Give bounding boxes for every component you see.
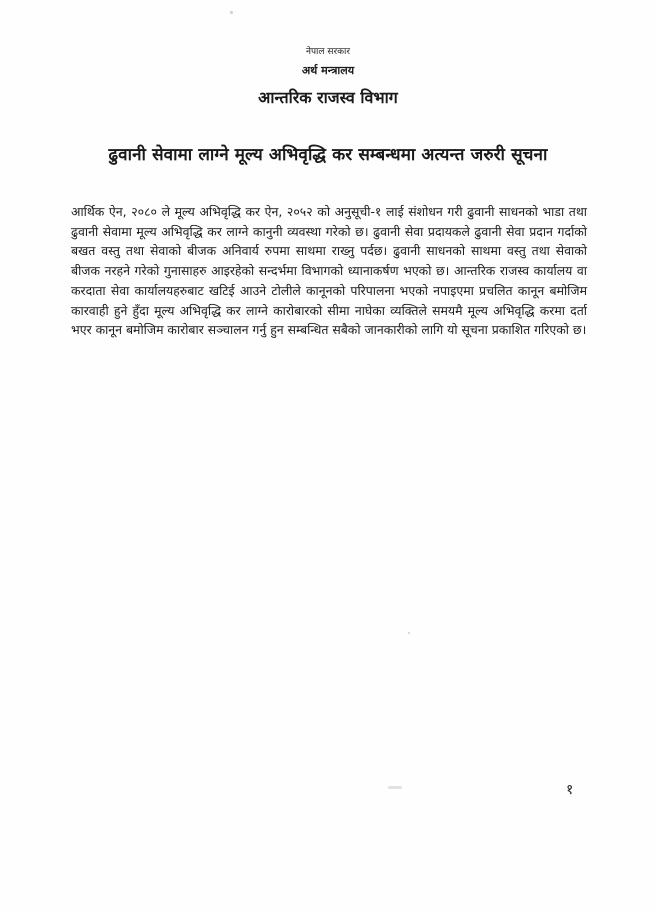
scan-speck [388,786,402,789]
department-name: आन्तरिक राजस्व विभाग [258,88,398,107]
scan-speck [230,11,233,14]
government-name: नेपाल सरकार [305,47,351,57]
ministry-name: अर्थ मन्त्रालय [301,64,355,77]
notice-body: आर्थिक ऐन, २०८० ले मूल्य अभिवृद्धि कर ऐन, २०५२ को अनुसूची-१ लाई संशोधन गरी ढुवानी साधनको भाडा तथा ढुवानी सेवामा मूल्य अभिवृद्धि कर लाग्ने कानुनी व्यवस्था गरेको छ। ढुवानी सेवा प्रदायकले ढुवानी सेवा प्रदान गर्दाको बखत वस्तु तथा सेवाको बीजक अनिवार्य रुपमा साथमा राख्नु पर्दछ। ढुवानी साधनको साथमा वस्तु तथा सेवाको बीजक नरहने गरेको गुनासाहरु आइरहेको सन्दर्भमा विभागको ध्यानाकर्षण भएको छ। आन्तरिक राजस्व कार्यालय वा करदाता सेवा कार्यालयहरुबाट खटिई आउने टोलीले कानूनको परिपालना भएको नपाइएमा प्रचलित कानून बमोजिम कारवाही हुने हुँदा मूल्य अभिवृद्धि कर लाग्ने कारोबारको सीमा नाघेका व्यक्तिले समयमै मूल्य अभिवृद्धि करमा दर्ता भएर कानून बमोजिम कारोबार सञ्चालन गर्नु हुन सम्बन्धित सबैको जानकारीको लागि यो सूचना प्रकाशित गरिएको छ। [71,204,587,338]
page-number: १ [566,782,574,798]
scan-speck [408,632,410,634]
notice-title: ढुवानी सेवामा लाग्ने मूल्य अभिवृद्धि कर सम्बन्धमा अत्यन्त जरुरी सूचना [108,145,548,165]
